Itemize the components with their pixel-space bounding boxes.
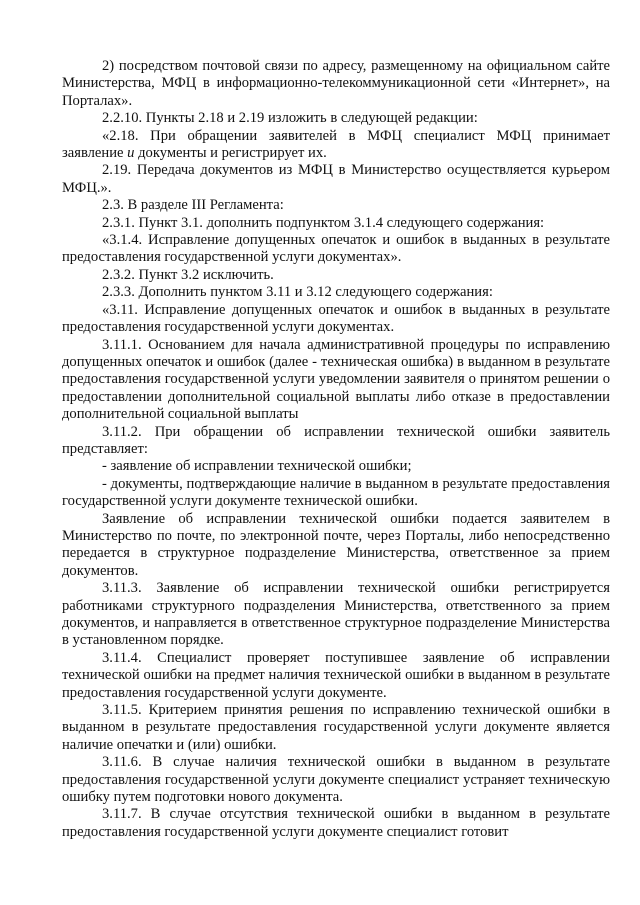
paragraph-2-18-part-1: «2.18. При обращении заявителей в МФЦ специалист МФЦ принимает заявление [62, 127, 610, 162]
paragraph-3-11-6: 3.11.6. В случае наличия технической ошибки в выданном в результате предоставления государственной услуги документе специалист устраняет техническую ошибку путем подготовки нового документа. [62, 754, 610, 806]
paragraph-3-1-4: «3.1.4. Исправление допущенных опечаток и ошибок в выданных в результате предоставления государственной услуги документах». [62, 232, 610, 266]
paragraph-3-11-3: 3.11.3. Заявление об исправлении технической ошибки регистрируется работниками структурного подразделения Министерства, ответственного за прием документов, и направляется в ответственное структурное подразделение Министерства в установленном порядке. [62, 580, 610, 649]
paragraph-3-11-2: 3.11.2. При обращении об исправлении технической ошибки заявитель представляет: [62, 423, 610, 457]
paragraph-2-2-10: 2.2.10. Пункты 2.18 и 2.19 изложить в следующей редакции: [102, 110, 478, 127]
paragraph-2-3-1: 2.3.1. Пункт 3.1. дополнить подпунктом 3.1.4 следующего содержания: [102, 214, 545, 231]
paragraph-application-submission: Заявление об исправлении технической ошибки подается заявителем в Министерство по почте, по электронной почте, через Порталы, либо непосредственно передается в структурное подразделение Министерства, ответственное за прием документов. [62, 510, 610, 579]
paragraph-2-19: 2.19. Передача документов из МФЦ в Министерство осуществляется курьером МФЦ.». [62, 162, 610, 196]
paragraph-postal-delivery: 2) посредством почтовой связи по адресу, размещенному на официальном сайте Министерства, МФЦ в информационно-телекоммуникационной сети «Интернет», на Порталах». [62, 58, 610, 109]
paragraph-2-3: 2.3. В разделе III Регламента: [102, 197, 284, 214]
paragraph-2-3-3: 2.3.3. Дополнить пунктом 3.11 и 3.12 следующего содержания: [102, 284, 493, 301]
paragraph-3-11-5: 3.11.5. Критерием принятия решения по исправлению технической ошибки в выданном в результате предоставления государственной услуги документе является наличие опечатки и (или) ошибки. [62, 702, 610, 753]
paragraph-2-18 [62, 128, 610, 163]
paragraph-2-18-part-2: документы и регистрирует их. [134, 145, 327, 162]
paragraph-2-18-italic: и [127, 145, 135, 162]
paragraph-3-11: «3.11. Исправление допущенных опечаток и ошибок в выданных в результате предоставления государственной услуги документах. [62, 301, 610, 336]
paragraph-3-11-7: 3.11.7. В случае отсутствия технической ошибки в выданном в результате предоставления государственной услуги документе специалист готовит [62, 806, 610, 840]
document-page [62, 58, 610, 841]
list-item-documents: - документы, подтверждающие наличие в выданном в результате предоставления государственной услуги документе технической ошибки. [62, 475, 610, 510]
list-item-application: - заявление об исправлении технической ошибки; [102, 458, 412, 475]
paragraph-3-11-1: 3.11.1. Основанием для начала административной процедуры по исправлению допущенных опечаток и ошибок (далее - техническая ошибка) в выданном в результате предоставления государственной услуги уведомлении заявителя о принятом решении о предоставлении дополнительной социальной выплаты либо отказе в предоставлении дополнительной социальной выплаты [62, 336, 610, 423]
paragraph-2-3-2: 2.3.2. Пункт 3.2 исключить. [102, 266, 274, 283]
paragraph-3-11-4: 3.11.4. Специалист проверяет поступившее заявление об исправлении технической ошибки на предмет наличия технической ошибки в выданном в результате предоставления государственной услуги документе. [62, 649, 610, 701]
